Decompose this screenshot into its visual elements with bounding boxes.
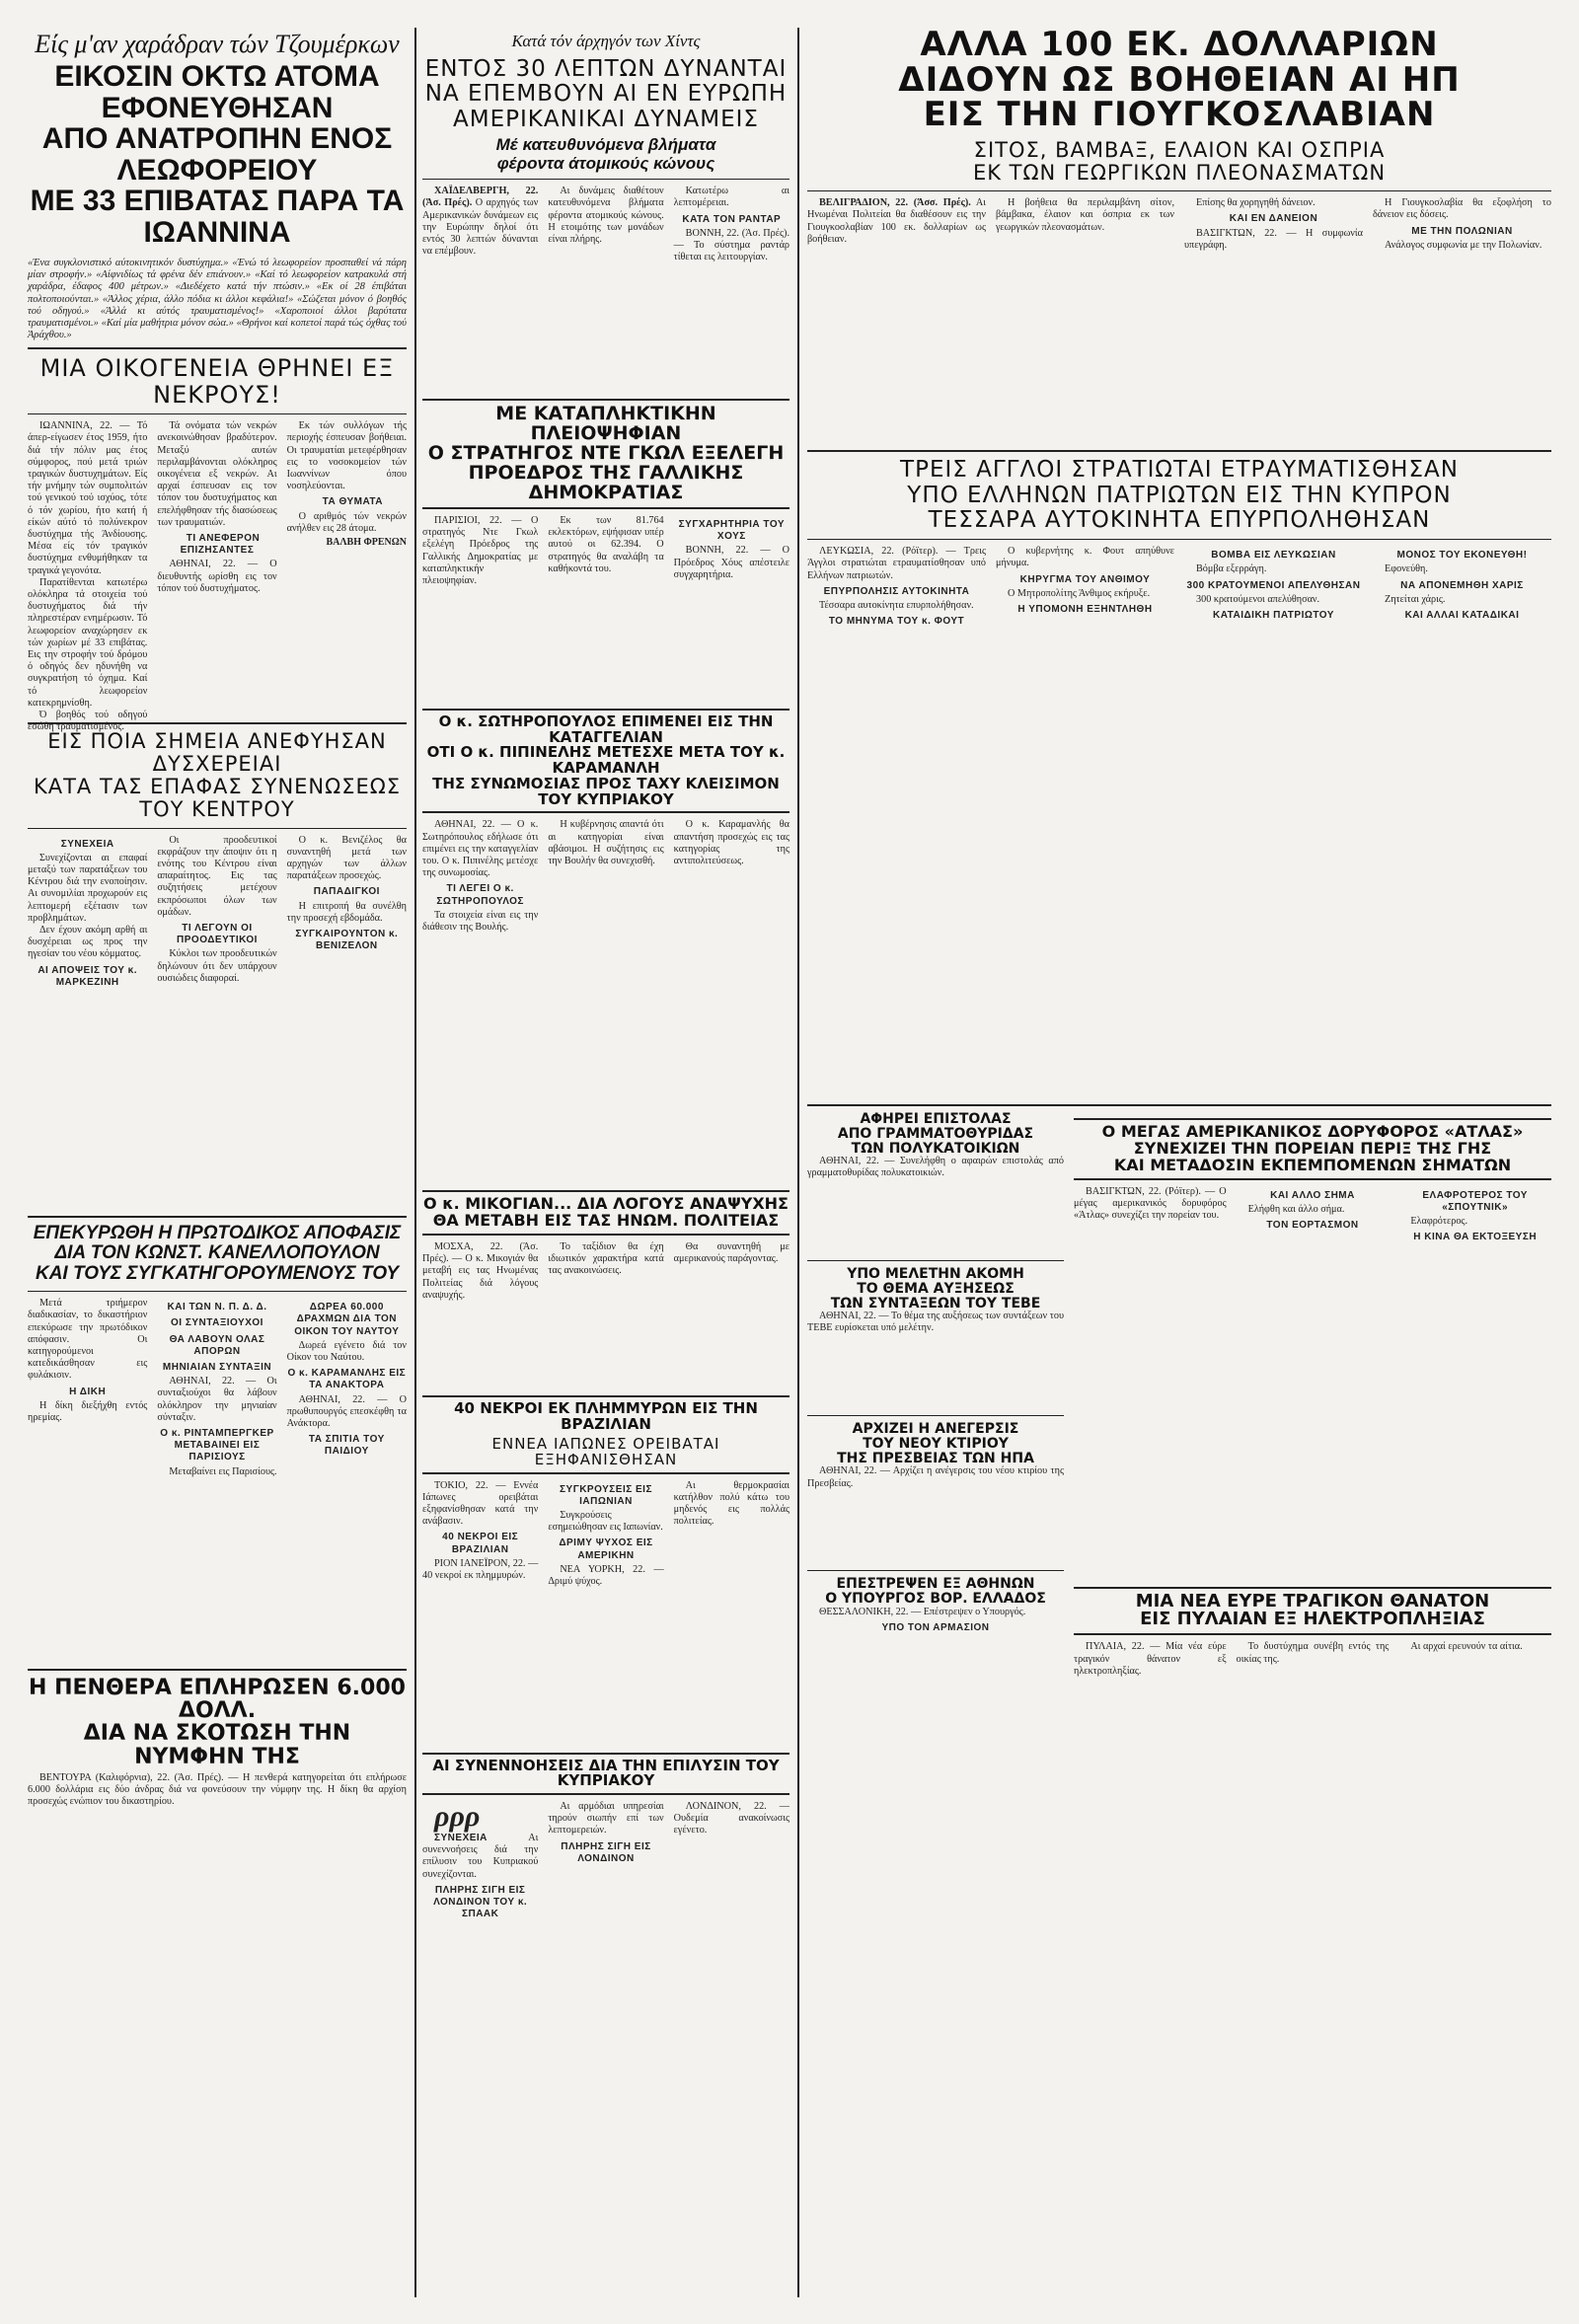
- aid-line-2: ΔΙΔΟΥΝ ΩΣ ΒΟΗΘΕΙΑΝ ΑΙ ΗΠ: [898, 59, 1461, 100]
- embassy-line-3: ΤΗΣ ΠΡΕΣΒΕΙΑΣ ΤΩΝ ΗΠΑ: [837, 1450, 1034, 1466]
- brazil-col-1: ΤΟΚΙΟ, 22. — Εννέα Ιάπωνες ορειβάται εξηφανίσθησαν κατά την ανάβασιν. 40 ΝΕΚΡΟΙ ΕΙΣ ΒΡΑΖΙΛΙΑΝ ΡΙΟΝ ΙΑΝΕΪΡΟΝ, 22. — 40 νεκροί εκ πλημμυρών.: [422, 1479, 539, 1581]
- tebe-line-3: ΤΩΝ ΣΥΝΤΑΞΕΩΝ ΤΟΥ ΤΕΒΕ: [830, 1295, 1041, 1312]
- tebe-line-2: ΤΟ ΘΕΜΑ ΑΥΞΗΣΕΩΣ: [857, 1280, 1015, 1297]
- soldiers-col-2: Ο κυβερνήτης κ. Φουτ απηύθυνε μήνυμα. ΚΗΡΥΓΜΑ ΤΟΥ ΑΝΘΙΜΟΥ Ο Μητροπολίτης Άνθιμος εκήρυξε. Η ΥΠΟΜΟΝΗ ΕΞΗΝΤΛΗΘΗ: [996, 546, 1174, 615]
- anthimos-sermon-sub: ΚΗΡΥΓΜΑ ΤΟΥ ΑΝΘΙΜΟΥ: [1019, 573, 1151, 585]
- aid-col-4: Η Γιουγκοσλαβία θα εξοφλήση το δάνειον εις δόσεις. ΜΕ ΤΗΝ ΠΟΛΩΝΙΑΝ Ανάλογος συμφωνία με την Πολωνίαν.: [1373, 197, 1551, 251]
- pardon-sub: ΝΑ ΑΠΟΝΕΜΗΘΗ ΧΑΡΙΣ: [1400, 579, 1524, 591]
- cyprus-talks-headline: ΑΙ ΣΥΝΕΝΝΟΗΣΕΙΣ ΔΙΑ ΤΗΝ ΕΠΙΛΥΣΙΝ ΤΟΥ ΚΥΠΡΙΑΚΟΥ: [422, 1753, 790, 1796]
- children-homes-head: ΤΑ ΣΠΙΤΙΑ ΤΟΥ ΠΑΙΔΙΟΥ: [308, 1434, 385, 1458]
- headline-line-1: ΕΙΚΟΣΙΝ ΟΚΤΩ ΑΤΟΜΑ ΕΦΟΝΕΥΘΗΣΑΝ: [54, 60, 380, 124]
- karamanlis-palace-head: Ο κ. ΚΑΡΑΜΑΝΛΗΣ ΕΙΣ ΤΑ ΑΝΑΚΤΟΡΑ: [287, 1368, 407, 1391]
- continued-label: ΣΥΝΕΧΕΙΑ: [60, 838, 114, 850]
- heuss-congrats-sub: ΣΥΓΧΑΡΗΤΗΡΙΑ ΤΟΥ ΧΟΥΣ: [678, 518, 785, 543]
- hinds-kicker: Κατά τόν άρχηγόν των Χίντς: [511, 32, 701, 50]
- letters-line-1: ΑΦΗΡΕΙ ΕΠΙΣΤΟΛΑΣ: [860, 1111, 1012, 1128]
- right-column: [807, 25, 1551, 1789]
- gaulle-line-3: ΠΡΟΕΔΡΟΣ ΤΗΣ ΓΑΛΛΙΚΗΣ ΔΗΜΟΚΡΑΤΙΑΣ: [468, 462, 744, 504]
- kanellopoulos-line-1: ΕΠΕΚΥΡΩΘΗ Η ΠΡΩΤΟΔΙΚΟΣ ΑΠΟΦΑΣΙΣ: [33, 1222, 402, 1243]
- heidelberg-dateline: ΧΑΪΔΕΛΒΕΡΓΗ, 22. (Άσ. Πρές).: [422, 186, 539, 209]
- letters-headline: [807, 1112, 1064, 1156]
- right-lower-right: [1074, 1112, 1551, 1789]
- middle-column: [422, 28, 790, 2097]
- europe-line-3: ΑΜΕΡΙΚΑΝΙΚΑΙ ΔΥΝΑΜΕΙΣ: [453, 106, 759, 132]
- aid-col-2: Η βοήθεια θα περιλαμβάνη σίτον, βάμβακα, έλαιον και όσπρια εκ των γεωργικών πλεονασμάτων.: [996, 197, 1174, 233]
- surplus-deck: [807, 139, 1551, 185]
- pensioners-head-3: ΜΗΝΙΑΙΑΝ ΣΥΝΤΑΞΙΝ: [162, 1362, 272, 1374]
- detainees-released-sub: 300 ΚΡΑΤΟΥΜΕΝΟΙ ΑΠΕΛΥΘΗΣΑΝ: [1186, 579, 1361, 591]
- yugoslavia-aid-headline: [807, 25, 1551, 135]
- cars-burned-sub: ΕΠΥΡΠΟΛΗΣΙΣ ΑΥΤΟΚΙΝΗΤΑ: [823, 585, 970, 597]
- brazil-dead-sub: 40 ΝΕΚΡΟΙ ΕΙΣ ΒΡΑΖΙΛΙΑΝ: [442, 1532, 519, 1555]
- donation-head: ΔΩΡΕΑ 60.000 ΔΡΑΧΜΩΝ ΔΙΑ ΤΟΝ ΟΙΚΟΝ ΤΟΥ ΝΑΥΤΟΥ: [294, 1302, 400, 1337]
- venizelos-sub: ΣΥΓΚΑΙΡΟΥΝΤΟΝ κ. ΒΕΝΙΖΕΛΟΝ: [295, 929, 399, 952]
- japan-clashes-sub: ΣΥΓΚΡΟΥΣΕΙΣ ΕΙΣ ΙΑΠΩΝΙΑΝ: [560, 1483, 652, 1507]
- tebe-headline: [807, 1267, 1064, 1311]
- headline-line-3: ΜΕ 33 ΕΠΙΒΑΤΑΣ ΠΑΡΑ ΤΑ ΙΩΑΝΝΙΝΑ: [30, 185, 405, 249]
- bus-accident-deck: «Ένα συγκλονιστικό αύτοκινητικόν δυστύχημα.» «Ένώ τό λεωφορείον προσπαθεί νά πάρη μίαν στροφήν.» «Αίφνιδίως τά φρένα δέν επιάνουν.» «Καί τό λεωφορείον κατρακυλά στή χαράδρα, έδαφος 400 μέτρων.» «Διεδέχετο κατά τήν πτώσιν.» «Εκ οί 28 έπιβάται πολτοποιούνται.» «Άλλος χέρια, άλλο πόδια κι άλλοι κεφάλια!» «Σώζεται μόνον ό βοηθός τού οδηγού.» «Άλλά κι αύτός τραυματισμένος!» «Χαροποιοί άλλοι βαρύτατα τραυματισμένοι.» «Καί μία μαθήτρια μόνον σώα.» «Θρήνοι καί κοπετοί παρά τώς όχθας τού Άράχθου.»: [28, 258, 407, 341]
- letters-body: ΑΘΗΝΑΙ, 22. — Συνελήφθη ο αφαιρών επιστολάς από γραμματοθυρίδας πολυκατοικιών.: [807, 1156, 1064, 1179]
- soldiers-col-4: ΜΟΝΟΣ ΤΟΥ ΕΚΟΝΕΥΘΗ! Εφονεύθη. ΝΑ ΑΠΟΝΕΜΗΘΗ ΧΑΡΙΣ Ζητείται χάρις. ΚΑΙ ΑΛΛΑΙ ΚΑΤΑΔΙΚΑΙ: [1373, 546, 1551, 1098]
- bus-body-col-2: Τά ονόματα τών νεκρών ανεκοινώθησαν βραδύτερον. Μεταξύ αυτών περιλαμβάνονται ολόκληρος οικογένεια εξ νεκρών. Αι αρχαί έσπευσαν εις τον τόπον του δυστυχήματος και επελήφθησαν τής διασώσεως των τραυματιών. ΤΙ ΑΝΕΦΕΡΟΝ ΕΠΙΖΗΣΑΝΤΕΣ ΑΘΗΝΑΙ, 22. — Ο διευθυντής ωρίσθη εις τον τόπον τού δυστυχήματος.: [157, 420, 277, 594]
- npdd-head: ΚΑΙ ΤΩΝ Ν. Π. Δ. Δ.: [167, 1302, 267, 1313]
- cyprus-soldiers-body: [807, 546, 1551, 1098]
- survivors-sub: ΤΙ ΑΝΕΦΕΡΟΝ ΕΠΙΖΗΣΑΝΤΕΣ: [180, 533, 261, 557]
- sotiro-line-3: ΤΗΣ ΣΥΝΩΜΟΣΙΑΣ ΠΡΟΣ ΤΑΧΥ ΚΛΕΙΣΙΜΟΝ ΤΟΥ ΚΥΠΡΙΑΚΟΥ: [432, 774, 780, 808]
- left-column: [28, 28, 407, 1881]
- papadigkoi-sub: ΠΑΠΑΔΙΓΚΟΙ: [313, 886, 380, 898]
- right-lower-area: [807, 1112, 1551, 1789]
- atlas-line-1: Ο ΜΕΓΑΣ ΑΜΕΡΙΚΑΝΙΚΟΣ ΔΟΡΥΦΟΡΟΣ «ΑΤΛΑΣ»: [1101, 1122, 1524, 1142]
- center-union-line-2: ΚΑΤΑ ΤΑΣ ΕΠΑΦΑΣ ΣΥΝΕΝΩΣΕΩΣ ΤΟΥ ΚΕΝΤΡΟΥ: [33, 775, 402, 822]
- electrocution-line-1: ΜΙΑ ΝΕΑ ΕΥΡΕ ΤΡΑΓΙΚΟΝ ΘΑΝΑΤΟΝ: [1135, 1590, 1490, 1612]
- mikoyan-line-1: Ο κ. ΜΙΚΟΓΙΑΝ... ΔΙΑ ΛΟΓΟΥΣ ΑΝΑΨΥΧΗΣ: [423, 1194, 789, 1214]
- brake-signoff: ΒΑΛΒΗ ΦΡΕΝΩΝ: [326, 537, 407, 549]
- patience-sub: Η ΥΠΟΜΟΝΗ ΕΞΗΝΤΛΗΘΗ: [1017, 603, 1153, 615]
- de-gaulle-body: [422, 515, 790, 703]
- embassy-headline: [807, 1422, 1064, 1465]
- electro-col-2: Το δυστύχημα συνέβη εντός της οικίας της.: [1236, 1641, 1390, 1665]
- progressives-sub: ΤΙ ΛΕΓΟΥΝ ΟΙ ΠΡΟΟΔΕΥΤΙΚΟΙ: [177, 923, 258, 946]
- electrocution-body: [1074, 1641, 1551, 1789]
- bus-body-text: ΙΩΑΝΝΙΝΑ, 22. — Τό άπερ-είγωσεν έτος 1959, ήτο διά τήν πόλιν μας έτος σύμφορος, πού μετά τριών τραγικών δυστυχημάτων. Είς τήν μνήμην τών συμπολιτών τού γενικού τού ισχύος, τότε ό τόν χωρίου, ήτο κατή ή είκών αύτό τό πολύνεκρον δυστύχημα τής Άνδίουσης. Μέσα είς τόν τραγικόν δυστύχημα ενθυμήθηκαν τα τραγικά γεγονότα.: [28, 420, 148, 576]
- bus-body-col-1: ΙΩΑΝΝΙΝΑ, 22. — Τό άπερ-είγωσεν έτος 1959, ήτο διά τήν πόλιν μας έτος σύμφορος, πού μετά τριών τραγικών δυστυχημάτων. Είς τήν μνήμην τών συμπολιτών τού γενικού τού ισχύος, τότε ό τόν χωρίου, ήτο κατή ή είκών αύτό τό πολύνεκρον δυστύχημα τής Άνδίουσης. Μέσα είς τόν τραγικόν δυστύχημα ενθυμήθηκαν τα τραγικά γεγονότα. Παρατίθενται κατωτέρω ολόκληρα τά στοιχεία τού δυστυχήματος διά τήν πληρεστέραν ενημέρωσιν. Τό λεωφορείον αναχώρησεν εκ τών χωρίων μέ 33 επιβάτας. Εις την στροφήν τού δρόμου ό οδηγός δεν ηδυνήθη να συγκρατήση τό όχημα. Καί τό λεωφορείον κατεκρημνίσθη. Ό βοηθός τού οδηγού εσώθη τραυματισμένος.: [28, 420, 148, 733]
- sotiro-says-sub: ΤΙ ΛΕΓΕΙ Ο κ. ΣΩΤΗΡΟΠΟΥΛΟΣ: [436, 883, 524, 907]
- newspaper-logo: ρρρ: [434, 1800, 481, 1834]
- electro-col-1: ΠΥΛΑΙΑ, 22. — Μία νέα εύρε τραγικόν θάνατον εξ ηλεκτροπληξίας.: [1074, 1641, 1227, 1677]
- minister-returns-headline: [807, 1577, 1064, 1606]
- belgrade-dateline: ΒΕΛΙΓΡΑΔΙΟΝ, 22. (Άσσ. Πρές).: [819, 197, 971, 209]
- gaulle-line-2: Ο ΣΤΡΑΤΗΓΟΣ ΝΤΕ ΓΚΩΛ ΕΞΕΛΕΓΗ: [427, 442, 785, 465]
- mikoyan-body: [422, 1241, 790, 1389]
- soldiers-line-1: ΤΡΕΙΣ ΑΓΓΛΟΙ ΣΤΡΑΤΙΩΤΑΙ ΕΤΡΑΥΜΑΤΙΣΘΗΣΑΝ: [900, 457, 1459, 484]
- china-launch-sub: Η ΚΙΝΑ ΘΑ ΕΚΤΟΞΕΥΣΗ: [1413, 1232, 1538, 1243]
- embassy-body: ΑΘΗΝΑΙ, 22. — Αρχίζει η ανέγερσις του νέου κτιρίου της Πρεσβείας.: [807, 1465, 1064, 1489]
- kanellopoulos-headline: [28, 1224, 407, 1286]
- center-union-col-2: Οι προοδευτικοί εκφράζουν την άποψιν ότι η ενότης του Κέντρου είναι απαραίτητος. Εις τας συζητήσεις μετέχουν εκπρόσωποι όλων των ομάδων. ΤΙ ΛΕΓΟΥΝ ΟΙ ΠΡΟΟΔΕΥΤΙΚΟΙ Κύκλοι των προοδευτικών δηλώνουν ότι δεν υπάρχουν ουσιώδεις διαφοραί.: [157, 834, 277, 984]
- ridaberger-head: Ο κ. ΡΙΝΤΑΜΠΕΡΓΚΕΡ ΜΕΤΑΒΑΙΝΕΙ ΕΙΣ ΠΑΡΙΣΙΟΥΣ: [160, 1428, 274, 1463]
- sotiro-line-1: Ο κ. ΣΩΤΗΡΟΠΟΥΛΟΣ ΕΠΙΜΕΝΕΙ ΕΙΣ ΤΗΝ ΚΑΤΑΓΓΕΛΙΑΝ: [438, 712, 774, 746]
- headline-line-2: ΑΠΟ ΑΝΑΤΡΟΠΗΝ ΕΝΟΣ ΛΕΩΦΟΡΕΙΟΥ: [41, 122, 393, 187]
- radar-sub: ΚΑΤΑ ΤΟΝ ΡΑΝΤΑΡ: [682, 213, 782, 225]
- mother-in-law-headline: [28, 1677, 407, 1767]
- cyprus-talks-col-2: Αι αρμόδιαι υπηρεσίαι τηρούν σιωπήν επί των λεπτομερειών. ΠΛΗΡΗΣ ΣΙΓΗ ΕΙΣ ΛΟΝΔΙΝΟΝ: [548, 1801, 664, 1864]
- mother-in-law-body: ΒΕΝΤΟΥΡΑ (Καλιφόρνια), 22. (Άσ. Πρές). — Η πενθερά κατηγορείται ότι επλήρωσε 6.000 δολλάρια εις δύο άνδρας διά να φονεύσουν την νύμφην της. Η δίκη θα αρχίση προσεχώς ενώπιον του δικαστηρίου.: [28, 1771, 407, 1808]
- london-silence-sub: ΠΛΗΡΗΣ ΣΙΓΗ ΕΙΣ ΛΟΝΔΙΝΟΝ: [561, 1840, 651, 1864]
- kanellopoulos-col-2: ΚΑΙ ΤΩΝ Ν. Π. Δ. Δ. ΟΙ ΣΥΝΤΑΞΙΟΥΧΟΙ ΘΑ ΛΑΒΟΥΝ ΟΛΑΣ ΑΠΟΡΩΝ ΜΗΝΙΑΙΑΝ ΣΥΝΤΑΞΙΝ ΑΘΗΝΑΙ, 22. — Οι συνταξιούχοι θα λάβουν ολόκληρον την μηνιαίαν σύνταξιν. Ο κ. ΡΙΝΤΑΜΠΕΡΓΚΕΡ ΜΕΤΑΒΑΙΝΕΙ ΕΙΣ ΠΑΡΙΣΙΟΥΣ Μεταβαίνει εις Παρισίους.: [157, 1302, 277, 1477]
- celebration-sub: ΤΟΝ ΕΟΡΤΑΣΜΟΝ: [1266, 1219, 1359, 1231]
- soldiers-line-2: ΥΠΟ ΕΛΛΗΝΩΝ ΠΑΤΡΙΩΤΩΝ ΕΙΣ ΤΗΝ ΚΥΠΡΟΝ: [907, 482, 1452, 508]
- center-union-body: [28, 835, 407, 1210]
- electrocution-line-2: ΕΙΣ ΠΥΛΑΙΑΝ ΕΞ ΗΛΕΚΤΡΟΠΛΗΞΙΑΣ: [1140, 1609, 1485, 1630]
- aid-col-3: Επίσης θα χορηγηθή δάνειον. ΚΑΙ ΕΝ ΔΑΝΕΙΟΝ ΒΑΣΙΓΚΤΩΝ, 22. — Η συμφωνία υπεγράφη.: [1184, 197, 1363, 251]
- newspaper-page: [28, 25, 1551, 2297]
- brazil-col-3: Αι θερμοκρασίαι κατήλθον πολύ κάτω του μηδενός εις πολλάς πολιτείας.: [673, 1479, 790, 1528]
- letters-line-2: ΑΠΟ ΓΡΑΜΜΑΤΟΘΥΡΙΔΑΣ: [837, 1125, 1034, 1142]
- de-gaulle-headline: [422, 399, 790, 509]
- sotiropoulos-body: [422, 819, 790, 1184]
- mikoyan-col-3: Θα συναντηθή με αμερικανούς παράγοντας.: [673, 1241, 790, 1265]
- gaulle-col-2: Εκ των 81.764 εκλεκτόρων, εψήφισαν υπέρ αυτού οι 62.394. Ο στρατηγός θα αναλάβη τα καθήκοντά του.: [548, 514, 664, 574]
- europe-forces-body: [422, 186, 790, 393]
- spaak-silence-sub: ΠΛΗΡΗΣ ΣΙΓΗ ΕΙΣ ΛΟΝΔΙΝΟΝ ΤΟΥ κ. ΣΠΑΑΚ: [433, 1884, 528, 1920]
- mikoyan-line-2: ΘΑ ΜΕΤΑΒΗ ΕΙΣ ΤΑΣ ΗΝΩΜ. ΠΟΛΙΤΕΙΑΣ: [432, 1211, 780, 1231]
- embassy-line-1: ΑΡΧΙΖΕΙ Η ΑΝΕΓΕΡΣΙΣ: [852, 1421, 1019, 1438]
- america-cold-sub: ΔΡΙΜΥ ΨΥΧΟΣ ΕΙΣ ΑΜΕΡΙΚΗΝ: [559, 1537, 653, 1561]
- europe-col-3: Κατωτέρω αι λεπτομέρειαι. ΚΑΤΑ ΤΟΝ ΡΑΝΤΑΡ ΒΟΝΝΗ, 22. (Άσ. Πρές). — Το σύστημα ραντάρ τίθεται εις λειτουργίαν.: [673, 186, 790, 263]
- bus-body-col-3: Εκ τών συλλόγων τής περιοχής έσπευσαν βοήθειαι. Οι τραυματίαι μετεφέρθησαν εις το νοσοκομείον τών Ιωαννίνων όπου νοσηλεύονται. ΤΑ ΘΥΜΑΤΑ Ο αριθμός τών νεκρών ανήλθεν εις 28 άτομα. ΒΑΛΒΗ ΦΡΕΝΩΝ: [286, 420, 407, 549]
- pensioners-head: ΟΙ ΣΥΝΤΑΞΙΟΥΧΟΙ: [171, 1317, 263, 1329]
- sotiropoulos-headline: [422, 709, 790, 814]
- electrocution-headline: [1074, 1587, 1551, 1636]
- sotiro-col-1: ΑΘΗΝΑΙ, 22. — Ο κ. Σωτηρόπουλος εδήλωσε ότι επιμένει εις την καταγγελίαν του. Ο κ. Πιπινέλης μετέσχε της συνωμοσίας. ΤΙ ΛΕΓΕΙ Ο κ. ΣΩΤΗΡΟΠΟΥΛΟΣ Τα στοιχεία είναι εις την διάθεσιν της Βουλής.: [422, 819, 539, 934]
- kanellopoulos-col-3: ΔΩΡΕΑ 60.000 ΔΡΑΧΜΩΝ ΔΙΑ ΤΟΝ ΟΙΚΟΝ ΤΟΥ ΝΑΥΤΟΥ Δωρεά εγένετο διά τον Οίκον του Ναύτου. Ο κ. ΚΑΡΑΜΑΝΛΗΣ ΕΙΣ ΤΑ ΑΝΑΚΤΟΡΑ ΑΘΗΝΑΙ, 22. — Ο πρωθυπουργός επεσκέφθη τα Ανάκτορα. ΤΑ ΣΠΙΤΙΑ ΤΟΥ ΠΑΙΔΙΟΥ: [286, 1302, 407, 1458]
- minister-returns-body: ΘΕΣΣΑΛΟΝΙΚΗ, 22. — Επέστρεψεν ο Υπουργός. ΥΠΟ ΤΟΝ ΑΡΜΑΣΙΟΝ: [807, 1607, 1064, 1686]
- missiles-line-1: Μέ κατευθυνόμενα βλήματα: [495, 134, 716, 154]
- patriot-conviction-sub: ΚΑΤΑΙΔΙΚΗ ΠΑΤΡΙΩΤΟΥ: [1213, 609, 1334, 621]
- returns-line-1: ΕΠΕΣΤΡΕΨΕΝ ΕΞ ΑΘΗΝΩΝ: [836, 1576, 1035, 1593]
- yugoslavia-aid-body: [807, 197, 1551, 444]
- mikoyan-col-1: ΜΟΣΧΑ, 22. (Άσ. Πρές). — Ο κ. Μικογιάν θα μεταβή εις τας Ηνωμένας Πολιτείας διά λόγους αναψυχής.: [422, 1241, 539, 1301]
- tebe-body: ΑΘΗΝΑΙ, 22. — Το θέμα της αυξήσεως των συντάξεων του ΤΕΒΕ ευρίσκεται υπό μελέτην.: [807, 1311, 1064, 1334]
- brazil-japan-headline: [422, 1395, 790, 1474]
- returns-line-2: Ο ΥΠΟΥΡΓΟΣ ΒΟΡ. ΕΛΛΑΔΟΣ: [825, 1591, 1046, 1608]
- surplus-line-2: ΕΚ ΤΩΝ ΓΕΩΡΓΙΚΩΝ ΠΛΕΟΝΑΣΜΑΤΩΝ: [972, 161, 1387, 186]
- missiles-line-2: φέροντα άτομικούς κώνους: [496, 153, 715, 173]
- cyprus-talks-col-3: ΛΟΝΔΙΝΟΝ, 22. — Ουδεμία ανακοίνωσις εγένετο.: [673, 1801, 790, 1837]
- sputnik-sub: ΕΛΑΦΡΟΤΕΡΟΣ ΤΟΥ «ΣΠΟΥΤΝΙΚ»: [1422, 1189, 1528, 1213]
- kanellopoulos-line-2: ΔΙΑ ΤΟΝ ΚΩΝΣΤ. ΚΑΝΕΛΛΟΠΟΥΛΟΝ: [54, 1242, 380, 1264]
- brazil-japan-body: [422, 1480, 790, 1747]
- self-killed-sub: ΜΟΝΟΣ ΤΟΥ ΕΚΟΝΕΥΘΗ!: [1396, 550, 1528, 562]
- center-union-line-1: ΕΙΣ ΠΟΙΑ ΣΗΜΕΙΑ ΑΝΕΦΥΗΣΑΝ ΔΥΣΧΕΡΕΙΑΙ: [47, 729, 387, 777]
- kanellopoulos-body: [28, 1298, 407, 1663]
- gaulle-col-1: ΠΑΡΙΣΙΟΙ, 22. — Ο στρατηγός Ντε Γκωλ εξελέγη Πρόεδρος της Γαλλικής Δημοκρατίας με καταπληκτικήν πλειοψηφίαν.: [422, 514, 539, 586]
- harmasion-sub: ΥΠΟ ΤΟΝ ΑΡΜΑΣΙΟΝ: [881, 1621, 990, 1633]
- europe-forces-headline: [422, 57, 790, 132]
- europe-col-2: Αι δυνάμεις διαθέτουν κατευθυνόμενα βλήματα φέροντα ατομικούς κώνους. Η ετοιμότης των μονάδων είναι πλήρης.: [548, 186, 664, 246]
- europe-line-1: ΕΝΤΟΣ 30 ΛΕΠΤΩΝ ΔΥΝΑΝΤΑΙ: [424, 56, 788, 82]
- mikoyan-col-2: Το ταξίδιον θα έχη ιδιωτικόν χαρακτήρα κατά τας ανακοινώσεις.: [548, 1241, 664, 1277]
- cyprus-talks-col-1: ρρρ ΣΥΝΕΧΕΙΑ Αι συνεννοήσεις διά την επίλυσιν του Κυπριακού συνεχίζονται. ΠΛΗΡΗΣ ΣΙΓΗ ΕΙΣ ΛΟΝΔΙΝΟΝ ΤΟΥ κ. ΣΠΑΑΚ: [422, 1800, 539, 1920]
- brazil-floods-head: 40 ΝΕΚΡΟΙ ΕΚ ΠΛΗΜΜΥΡΩΝ ΕΙΣ ΤΗΝ ΒΡΑΖΙΛΙΑΝ: [454, 1399, 758, 1433]
- letters-line-3: ΤΩΝ ΠΟΛΥΚΑΤΟΙΚΙΩΝ: [851, 1140, 1020, 1157]
- soldiers-col-1: ΛΕΥΚΩΣΙΑ, 22. (Ρόϊτερ). — Τρεις Άγγλοι στρατιώται ετραυματίσθησαν υπό Ελλήνων πατριωτών. ΕΠΥΡΠΟΛΗΣΙΣ ΑΥΤΟΚΙΝΗΤΑ Τέσσαρα αυτοκίνητα επυρπολήθησαν. ΤΟ ΜΗΝΥΜΑ ΤΟΥ κ. ΦΟΥΤ: [807, 546, 986, 628]
- trial-sub: Η ΔΙΚΗ: [69, 1386, 107, 1397]
- atlas-col-2: ΚΑΙ ΑΛΛΟ ΣΗΜΑ Ελήφθη και άλλο σήμα. ΤΟΝ ΕΟΡΤΑΣΜΟΝ: [1237, 1186, 1390, 1581]
- center-union-col-1: ΣΥΝΕΧΕΙΑ Συνεχίζονται αι επαφαί μεταξύ των παρατάξεων του Κέντρου διά την ενοποίησιν. Αι συνομιλίαι προχωρούν εις λεπτομερή εξέτασιν των προβλημάτων. Δεν έχουν ακόμη αρθή αι δυσχέρειαι ως προς την ηγεσίαν του νέου κόμματος. ΑΙ ΑΠΟΨΕΙΣ ΤΟΥ κ. ΜΑΡΚΕΖΙΝΗ: [28, 838, 148, 988]
- atlas-line-3: ΚΑΙ ΜΕΤΑΔΟΣΙΝ ΕΚΠΕΜΠΟΜΕΝΩΝ ΣΗΜΑΤΩΝ: [1113, 1155, 1512, 1174]
- cyprus-soldiers-headline: [807, 458, 1551, 533]
- surplus-line-1: ΣΙΤΟΣ, ΒΑΜΒΑΞ, ΕΛΑΙΟΝ ΚΑΙ ΟΣΠΡΙΑ: [973, 138, 1386, 163]
- soldiers-col-3: ΒΟΜΒΑ ΕΙΣ ΛΕΥΚΩΣΙΑΝ Βόμβα εξερράγη. 300 ΚΡΑΤΟΥΜΕΝΟΙ ΑΠΕΛΥΘΗΣΑΝ 300 κρατούμενοι απελύθησαν. ΚΑΤΑΙΔΙΚΗ ΠΑΤΡΙΩΤΟΥ: [1184, 546, 1363, 1098]
- cyprus-continued: ΣΥΝΕΧΕΙΑ: [434, 1833, 488, 1844]
- atlas-col-3: ΕΛΑΦΡΟΤΕΡΟΣ ΤΟΥ «ΣΠΟΥΤΝΙΚ» Ελαφρότερος. Η ΚΙΝΑ ΘΑ ΕΚΤΟΞΕΥΣΗ: [1398, 1186, 1551, 1581]
- aid-line-3: ΕΙΣ ΤΗΝ ΓΙΟΥΓΚΟΣΛΑΒΙΑΝ: [923, 95, 1436, 135]
- bus-accident-headline: [28, 61, 407, 248]
- foot-message-sub: ΤΟ ΜΗΝΥΜΑ ΤΟΥ κ. ΦΟΥΤ: [828, 616, 965, 628]
- embassy-line-2: ΤΟΥ ΝΕΟΥ ΚΤΙΡΙΟΥ: [863, 1435, 1009, 1452]
- cyprus-talks-body: [422, 1801, 790, 2097]
- europe-col-1: ΧΑΪΔΕΛΒΕΡΓΗ, 22. (Άσ. Πρές). Ο αρχηγός των Αμερικανικών δυνάμεων εις την Ευρώπην δηλοί ότι εντός 30 λεπτών δύνανται να επέμβουν.: [422, 186, 539, 258]
- bus-accident-body: [28, 420, 407, 733]
- atlas-headline: [1074, 1118, 1551, 1179]
- markezinis-sub: ΑΙ ΑΠΟΨΕΙΣ ΤΟΥ κ. ΜΑΡΚΕΖΙΝΗ: [38, 964, 137, 988]
- kanellopoulos-line-3: ΚΑΙ ΤΟΥΣ ΣΥΓΚΑΤΗΓΟΡΟΥΜΕΝΟΥΣ ΤΟΥ: [35, 1263, 400, 1285]
- atlas-line-2: ΣΥΝΕΧΙΖΕΙ ΤΗΝ ΠΟΡΕΙΑΝ ΠΕΡΙΞ ΤΗΣ ΓΗΣ: [1133, 1138, 1492, 1158]
- another-signal-sub: ΚΑΙ ΑΛΛΟ ΣΗΜΑ: [1270, 1189, 1355, 1201]
- atlas-body: [1074, 1186, 1551, 1581]
- missiles-deck: [422, 136, 790, 173]
- kanellopoulos-col-1: Μετά τριήμερον διαδικασίαν, το δικαστήριον επεκύρωσε την πρωτόδικον απόφασιν. Οι κατηγορούμενοι κατεδικάσθησαν εις φυλάκισιν. Η ΔΙΚΗ Η δίκη διεξήχθη εντός ηρεμίας.: [28, 1298, 148, 1424]
- tebe-line-1: ΥΠΟ ΜΕΛΕΤΗΝ ΑΚΟΜΗ: [847, 1266, 1024, 1283]
- other-convictions-sub: ΚΑΙ ΑΛΛΑΙ ΚΑΤΑΔΙΚΑΙ: [1404, 609, 1520, 621]
- loan-sub: ΚΑΙ ΕΝ ΔΑΝΕΙΟΝ: [1229, 213, 1318, 225]
- aid-line-1: ΑΛΛΑ 100 ΕΚ. ΔΟΛΛΑΡΙΩΝ: [920, 25, 1439, 64]
- bus-accident-kicker: Είς μ'αν χαράδραν τών Τζουμέρκων: [35, 30, 400, 58]
- mother-in-law-line-1: Η ΠΕΝΘΕΡΑ ΕΠΛΗΡΩΣΕΝ 6.000 ΔΟΛΛ.: [29, 1676, 406, 1724]
- poland-sub: ΜΕ ΤΗΝ ΠΟΛΩΝΙΑΝ: [1411, 225, 1513, 237]
- brazil-col-2: ΣΥΓΚΡΟΥΣΕΙΣ ΕΙΣ ΙΑΠΩΝΙΑΝ Συγκρούσεις εσημειώθησαν εις Ιαπωνίαν. ΔΡΙΜΥ ΨΥΧΟΣ ΕΙΣ ΑΜΕΡΙΚΗΝ ΝΕΑ ΥΟΡΚΗ, 22. — Δριμύ ψύχος.: [548, 1483, 664, 1587]
- center-union-headline: [28, 730, 407, 821]
- soldiers-line-3: ΤΕΣΣΑΡΑ ΑΥΤΟΚΙΝΗΤΑ ΕΠΥΡΠΟΛΗΘΗΣΑΝ: [928, 506, 1431, 533]
- pensioners-head-2: ΘΑ ΛΑΒΟΥΝ ΟΛΑΣ ΑΠΟΡΩΝ: [169, 1333, 265, 1357]
- gaulle-col-3: ΣΥΓΧΑΡΗΤΗΡΙΑ ΤΟΥ ΧΟΥΣ ΒΟΝΝΗ, 22. — Ο Πρόεδρος Χόυς απέστειλε συγχαρητήρια.: [673, 518, 790, 580]
- victims-sub: ΤΑ ΘΥΜΑΤΑ: [322, 496, 383, 508]
- mother-in-law-line-2: ΔΙΑ ΝΑ ΣΚΟΤΩΣΗ ΤΗΝ ΝΥΜΦΗΝ ΤΗΣ: [83, 1721, 351, 1769]
- right-lower-left: [807, 1112, 1064, 1789]
- sotiro-line-2: ΟΤΙ Ο κ. ΠΙΠΙΝΕΛΗΣ ΜΕΤΕΣΧΕ ΜΕΤΑ ΤΟΥ κ. ΚΑΡΑΜΑΝΛΗ: [426, 743, 786, 778]
- aid-col-1: ΒΕΛΙΓΡΑΔΙΟΝ, 22. (Άσσ. Πρές). Αι Ηνωμέναι Πολιτείαι θα διαθέσουν εις την Γιουγκοσλαβίαν 100 εκ. δολλαρίων ως βοήθειαν.: [807, 197, 986, 245]
- center-union-col-3: Ο κ. Βενιζέλος θα συναντηθή μετά των αρχηγών των άλλων παρατάξεων προσεχώς. ΠΑΠΑΔΙΓΚΟΙ Η επιτροπή θα συνέλθη την προσεχή εβδομάδα. ΣΥΓΚΑΙΡΟΥΝΤΟΝ κ. ΒΕΝΙΖΕΛΟΝ: [286, 834, 407, 952]
- sotiro-col-3: Ο κ. Καραμανλής θα απαντήση προσεχώς εις τας κατηγορίας της αντιπολιτεύσεως.: [673, 819, 790, 867]
- family-mourns-head: ΜΙΑ ΟΙΚΟΓΕΝΕΙΑ ΘΡΗΝΕΙ ΕΞ ΝΕΚΡΟΥΣ!: [39, 354, 395, 409]
- mikoyan-headline: [422, 1190, 790, 1236]
- electro-col-3: Αι αρχαί ερευνούν τα αίτια.: [1410, 1641, 1523, 1653]
- japan-climbers-head: ΕΝΝΕΑ ΙΑΠΩΝΕΣ ΟΡΕΙΒΑΤΑΙ ΕΞΗΦΑΝΙΣΘΗΣΑΝ: [491, 1434, 720, 1469]
- europe-line-2: ΝΑ ΕΠΕΜΒΟΥΝ ΑΙ ΕΝ ΕΥΡΩΠΗ: [424, 81, 788, 108]
- gaulle-line-1: ΜΕ ΚΑΤΑΠΛΗΚΤΙΚΗΝ ΠΛΕΙΟΨΗΦΙΑΝ: [495, 403, 716, 445]
- nicosia-bomb-sub: ΒΟΜΒΑ ΕΙΣ ΛΕΥΚΩΣΙΑΝ: [1211, 550, 1336, 562]
- sotiro-col-2: Η κυβέρνησις απαντά ότι αι κατηγορίαι είναι αβάσιμοι. Η συζήτησις εις την Βουλήν θα συνεχισθή.: [548, 819, 664, 867]
- atlas-col-1: ΒΑΣΙΓΚΤΩΝ, 22. (Ρόϊτερ). — Ο μέγας αμερικανικός δορυφόρος «Άτλας» συνεχίζει την πορείαν του.: [1074, 1185, 1227, 1221]
